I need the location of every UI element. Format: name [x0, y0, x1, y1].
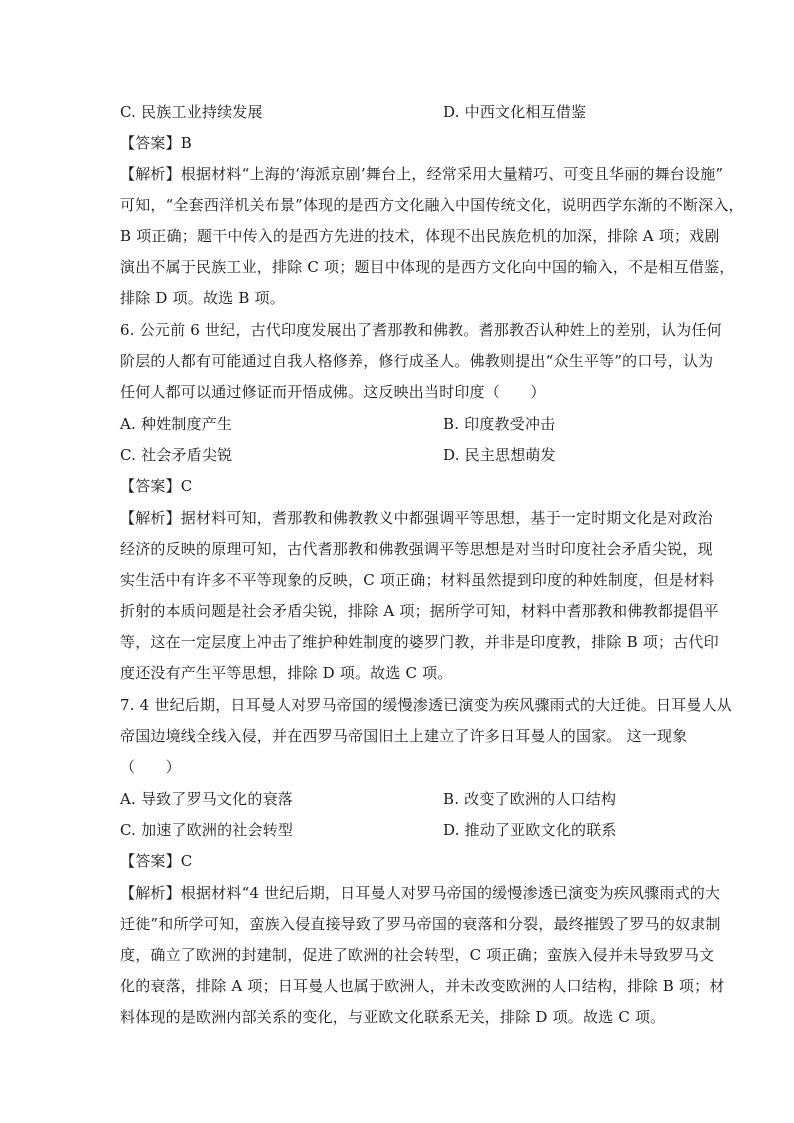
q7-option-d: D. 推动了亚欧文化的联系 [443, 821, 617, 839]
q5-option-c: C. 民族工业持续发展 [120, 103, 263, 121]
q5-analysis-line: 演出不属于民族工业，排除 C 项；题目中体现的是西方文化向中国的输入，不是相互借鉴， [120, 258, 735, 276]
q6-analysis-line: 经济的反映的原理可知，古代耆那教和佛教强调平等思想是对当时印度社会矛盾尖锐，现 [120, 540, 713, 558]
q6-option-a: A. 种姓制度产生 [120, 415, 233, 433]
q6-stem-line: 阶层的人都有可能通过自我人格修养，修行成圣人。佛教则提出“众生平等”的口号，认为 [120, 352, 714, 370]
q6-analysis-line: 度还没有产生平等思想，排除 D 项。故选 C 项。 [120, 664, 453, 682]
q7-stem-line: （ ） [120, 758, 181, 776]
q7-answer: 【答案】C [120, 852, 193, 870]
q7-analysis-line: 迁徙”和所学可知，蛮族入侵直接导致了罗马帝国的衰落和分裂，最终摧毁了罗马的奴隶制 [120, 915, 721, 933]
q6-option-b: B. 印度教受冲击 [443, 415, 556, 433]
q7-option-a: A. 导致了罗马文化的衰落 [120, 790, 293, 808]
q7-analysis-line: 度，确立了欧洲的封建制，促进了欧洲的社会转型，C 项正确；蛮族入侵并未导致罗马文 [120, 946, 715, 964]
q5-analysis-line: B 项正确；题干中传入的是西方先进的技术，体现不出民族危机的加深，排除 A 项；戏剧 [120, 227, 720, 245]
q6-stem-line: 任何人都可以通过修证而开悟成佛。这反映出当时印度（ ） [120, 383, 546, 401]
q6-answer: 【答案】C [120, 477, 193, 495]
q6-analysis-line: 折射的本质问题是社会矛盾尖锐，排除 A 项；据所学可知，材料中耆那教和佛教都提倡平 [120, 602, 719, 620]
q5-answer: 【答案】B [120, 134, 193, 152]
q7-option-c: C. 加速了欧洲的社会转型 [120, 821, 294, 839]
q5-analysis-line: 可知，“全套西洋机关布景”体现的是西方文化融入中国传统文化，说明西学东渐的不断深入， [120, 196, 744, 214]
q7-analysis-line: 【解析】根据材料“4 世纪后期，日耳曼人对罗马帝国的缓慢渗透已演变为疾风骤雨式的大 [120, 884, 721, 902]
q6-analysis-line: 【解析】据材料可知，耆那教和佛教教义中都强调平等思想，基于一定时期文化是对政治 [120, 509, 713, 527]
q6-analysis-line: 等，这在一定层度上冲击了维护种姓制度的婆罗门教，并非是印度教，排除 B 项；古代印 [120, 633, 719, 651]
q7-analysis-line: 化的衰落，排除 A 项；日耳曼人也属于欧洲人，并未改变欧洲的人口结构，排除 B 项；材 [120, 977, 725, 995]
q6-option-c: C. 社会矛盾尖锐 [120, 446, 233, 464]
q6-option-d: D. 民主思想萌发 [443, 446, 556, 464]
q5-analysis-line: 【解析】根据材料“上海的‘海派京剧’舞台上，经常采用大量精巧、可变且华丽的舞台设施” [120, 165, 724, 183]
q7-stem-line: 帝国边境线全线入侵，并在西罗马帝国旧土上建立了许多日耳曼人的国家。 这一现象 [120, 727, 688, 745]
q7-analysis-line: 料体现的是欧洲内部关系的变化，与亚欧文化联系无关，排除 D 项。故选 C 项。 [120, 1008, 666, 1026]
q6-stem-line: 6. 公元前 6 世纪，古代印度发展出了耆那教和佛教。耆那教否认种姓上的差别，认为任何 [120, 321, 722, 339]
q7-stem-line: 7. 4 世纪后期，日耳曼人对罗马帝国的缓慢渗透已演变为疾风骤雨式的大迁徙。日耳曼人从 [120, 696, 732, 714]
q6-analysis-line: 实生活中有许多不平等现象的反映，C 项正确；材料虽然提到印度的种姓制度，但是材料 [120, 571, 715, 589]
q5-option-d: D. 中西文化相互借鉴 [443, 103, 587, 121]
q7-option-b: B. 改变了欧洲的人口结构 [443, 790, 617, 808]
q5-analysis-line: 排除 D 项。故选 B 项。 [120, 289, 285, 307]
